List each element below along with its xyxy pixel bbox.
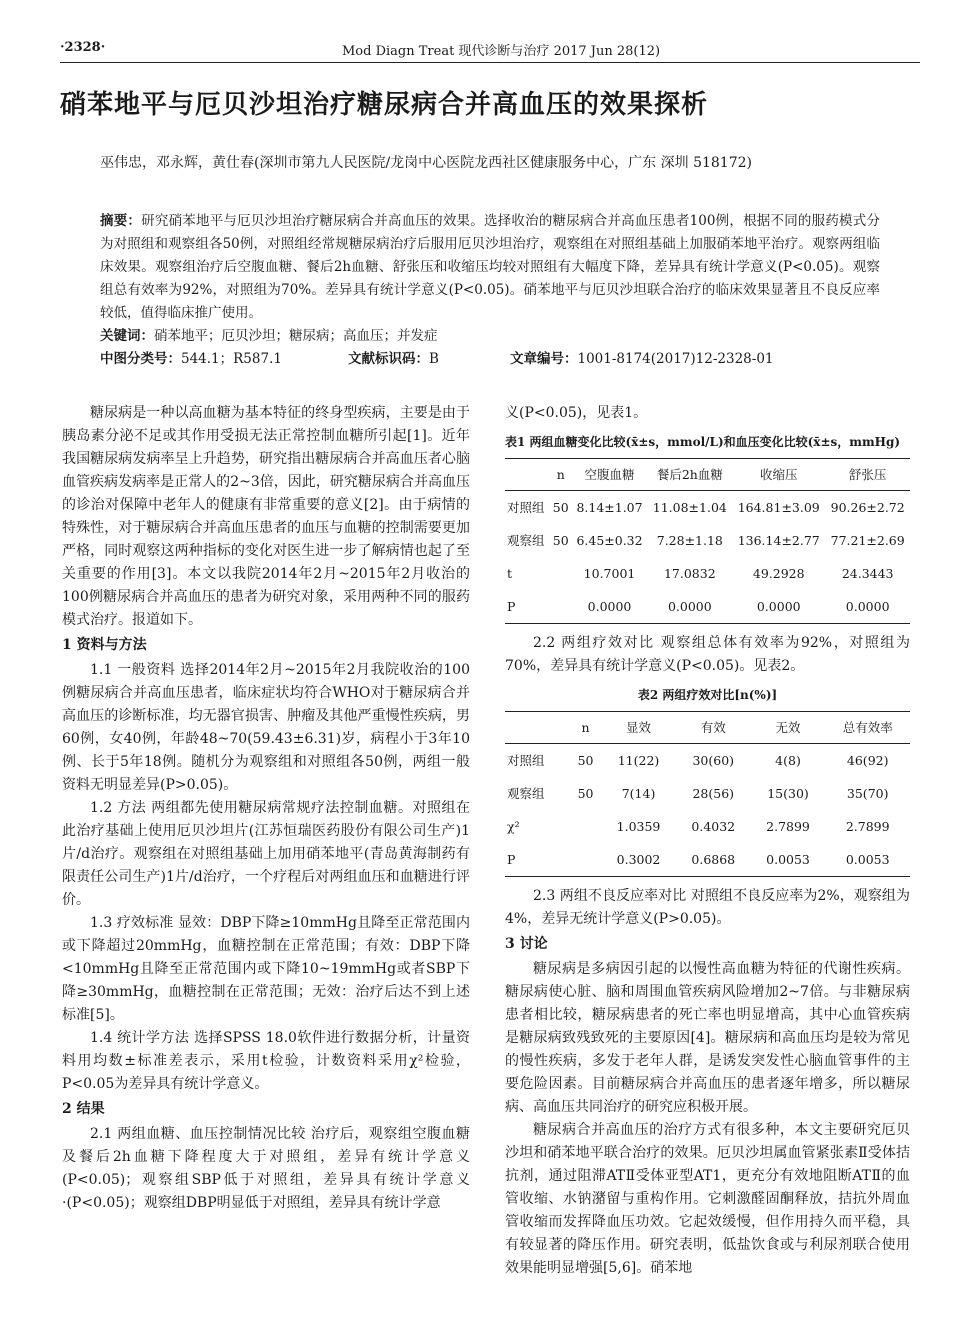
table2-header-cell: 有效 [676,712,751,744]
table2-cell: 0.3002 [601,843,676,877]
table1-header-cell: 空腹血糖 [572,459,648,491]
continued-text: 义(P<0.05)，见表1。 [505,405,648,421]
table1 [505,458,910,624]
table2-row [505,744,910,778]
table2-cell: 50 [577,786,594,801]
section-2-3: 2.3 两组不良反应率对比 对照组不良反应率为2%，观察组为4%，差异无统计学意义(P>0.05)。 [505,888,910,927]
table1-cell: t [507,566,513,581]
table2-cell: 35(70) [846,786,889,801]
table1-header-cell: 舒张压 [825,459,910,491]
table1-cell [550,590,572,624]
table1-cell: 7.28±1.18 [656,533,723,548]
table2-cell: 4(8) [775,753,801,768]
table1-cell: P [505,590,550,624]
intro-paragraph: 糖尿病是一种以高血糖为基本特征的终身型疾病，主要是由于胰岛素分泌不足或其作用受损无法正常控制血糖所引起[1]。近年我国糖尿病发病率呈上升趋势，研究指出糖尿病合并高血压者心脑血管疾病发病率是正常人的2~3倍，因此，研究糖尿病合并高血压的诊治对保障中老年人的健康有非常重要的意义[2]。由于病情的特殊性，对于糖尿病合并高血压患者的血压与血糖的控制需要更加严格，同时观察这两种指标的变化对医生进一步了解病情也起了至关重要的作用[3]。本文以我院2014年2月~2015年2月收治的100例糖尿病合并高血压的患者为研究对象，采用两种不同的服药模式治疗。报道如下。 [62,405,470,628]
table1-cell: 8.14±1.07 [576,500,643,515]
running-header [60,36,920,63]
clc-number: 中图分类号：544.1；R587.1 [100,351,282,367]
table2-cell: 28(56) [692,786,735,801]
left-column [62,402,470,1215]
table2-header-cell: 总有效率 [825,712,910,744]
keywords [100,325,880,348]
table2-cell: 15(30) [767,786,809,801]
discussion-paragraph-2: 糖尿病合并高血压的治疗方式有很多种，本文主要研究厄贝沙坦和硝苯地平联合治疗的效果。厄贝沙坦属血管紧张素Ⅱ受体拮抗剂，通过阻滞ATⅡ受体亚型AT1，更充分有效地阻断ATⅡ的血管收缩、水钠潴留与重构作用。它刺激醛固酮释放，拮抗外周血管收缩而发挥降血压功效。它起效缓慢，但作用持久而平稳，具有较显著的降压作用。研究表明，低盐饮食或与利尿剂联合使用效果能明显增强[5,6]。硝苯地 [505,1122,910,1276]
table1-cell: 观察组 [507,533,545,548]
table1-cell: 0.0000 [572,590,648,624]
table2-cell: 0.0053 [825,843,910,877]
table2-cell: 7(14) [621,786,656,801]
keywords-label: 关键词： [100,328,154,344]
table1-cell: 77.21±2.69 [830,533,905,548]
table1-row [505,524,910,557]
table2-cell: χ² [507,819,520,834]
table2-cell: 50 [577,753,594,768]
table1-cell: 50 [552,533,569,548]
section-2-2: 2.2 两组疗效对比 观察组总体有效率为92%，对照组为70%，差异具有统计学意义(P<0.05)。见表2。 [505,635,910,674]
section-1-3: 1.3 疗效标准 显效：DBP下降≥10mmHg且降至正常范围内或下降超过20mmHg，血糖控制在正常范围；有效：DBP下降<10mmHg且降至正常范围内或下降10~19mmHg或者SBP下降≥30mmHg，血糖控制在正常范围；无效：治疗后达不到上述标准[5]。 [62,915,470,1023]
table2-cell: 11(22) [617,753,660,768]
table1-header-cell: n [550,459,572,491]
abstract [100,210,880,325]
table1-cell: 136.14±2.77 [737,533,820,548]
section-2-1: 2.1 两组血糖、血压控制情况比较 治疗后，观察组空腹血糖及餐后2h血糖下降程度大于对照组，差异有统计学意义(P<0.05)；观察组SBP低于对照组，差异具有统计学意义·(P<0.05)；观察组DBP明显低于对照组，差异具有统计学意 [62,1126,470,1211]
table2-cell [570,810,601,843]
table1-header-cell: 餐后2h血糖 [648,459,733,491]
table1-row [505,491,910,525]
authors-affiliation: 巫伟忠，邓永辉，黄仕春(深圳市第九人民医院/龙岗中心医院龙西社区健康服务中心，广东 深圳 518172) [100,155,752,171]
classification-line [100,348,880,372]
table1-cell: 17.0832 [663,566,716,581]
section-heading-3: 3 讨论 [505,936,548,952]
right-column [505,402,910,1280]
table2-cell: 对照组 [507,753,545,768]
table1-cell [550,557,572,590]
table1-row [505,590,910,624]
table2-cell: 30(60) [692,753,735,768]
table1-cell: 49.2928 [752,566,805,581]
table2-cell [570,843,601,877]
table2-cell: 0.0053 [751,843,826,877]
table2-header-cell: 无效 [751,712,826,744]
table2-row [505,843,910,877]
table1-cell: 10.7001 [583,566,636,581]
journal-info: Mod Diagn Treat 现代诊断与治疗 2017 Jun 28(12) [342,44,661,59]
abstract-block [100,210,880,372]
abstract-text: 研究硝苯地平与厄贝沙坦治疗糖尿病合并高血压的效果。选择收治的糖尿病合并高血压患者100例，根据不同的服药模式分为对照组和观察组各50例，对照组经常规糖尿病治疗后服用厄贝沙坦治疗，观察组在对照组基础上加服硝苯地平治疗。观察两组临床效果。观察组治疗后空腹血糖、餐后2h血糖、舒张压和收缩压均较对照组有大幅度下降，差异具有统计学意义(P<0.05)。观察组总有效率为92%，对照组为70%。差异具有统计学意义(P<0.05)。硝苯地平与厄贝沙坦联合治疗的临床效果显著且不良反应率较低，值得临床推广使用。 [100,213,880,321]
document-code: 文献标识码：B [348,351,439,367]
table1-cell: 11.08±1.04 [652,500,727,515]
article-title: 硝苯地平与厄贝沙坦治疗糖尿病合并高血压的效果探析 [60,90,709,120]
table1-caption: 表1 两组血糖变化比较(x̄±s，mmol/L)和血压变化比较(x̄±s，mmHg) [505,435,901,449]
table2-header-cell: n [570,712,601,744]
table1-cell: 24.3443 [841,566,894,581]
table2-header-cell [505,712,570,744]
keywords-text: 硝苯地平；厄贝沙坦；糖尿病；高血压；并发症 [154,328,438,344]
section-heading-1: 1 资料与方法 [62,637,147,653]
table1-header-cell: 收缩压 [732,459,825,491]
table1-cell: 对照组 [507,500,545,515]
page-number: ·2328· [60,40,106,55]
table1-cell: 90.26±2.72 [830,500,905,515]
table2-cell: 0.4032 [691,819,736,834]
section-1-2: 1.2 方法 两组都先使用糖尿病常规疗法控制血糖。对照组在此治疗基础上使用厄贝沙坦片(江苏恒瑞医药股份有限公司生产)1片/d治疗。观察组在对照组基础上加用硝苯地平(青岛黄海制药有限责任公司生产)1片/d治疗，一个疗程后对两组血压和血糖进行评价。 [62,800,470,908]
table1-cell: 50 [552,500,569,515]
table2-cell: 46(92) [846,753,889,768]
abstract-label: 摘要： [100,213,142,229]
table1-header-row [505,459,910,491]
table2-cell: 0.6868 [676,843,751,877]
table1-cell: 0.0000 [732,590,825,624]
section-1-1: 1.1 一般资料 选择2014年2月~2015年2月我院收治的100例糖尿病合并高血压患者，临床症状均符合WHO对于糖尿病合并高血压的诊断标准，均无器官损害、肿瘤及其他严重慢性疾病，男60例，女40例，年龄48~70(59.43±6.31)岁，病程小于3年10例、长于5年18例。随机分为观察组和对照组各50例，两组一般资料无明显差异(P>0.05)。 [62,662,470,793]
table2 [505,711,910,877]
table2-header-row [505,712,910,744]
table1-cell: 0.0000 [825,590,910,624]
table2-row [505,777,910,810]
table1-row [505,557,910,590]
table2-cell: 观察组 [507,786,545,801]
table2-cell: 1.0359 [616,819,661,834]
table2-row [505,810,910,843]
table2-caption: 表2 两组疗效对比[n(%)] [637,688,778,702]
table1-cell: 6.45±0.32 [576,533,643,548]
table1-cell: 164.81±3.09 [737,500,820,515]
table2-cell: 2.7899 [845,819,890,834]
table2-cell: 2.7899 [766,819,810,834]
section-heading-2: 2 结果 [62,1101,105,1117]
table2-cell: P [505,843,570,877]
section-1-4: 1.4 统计学方法 选择SPSS 18.0软件进行数据分析，计量资料用均数±标准差表示，采用t检验，计数资料采用χ²检验，P<0.05为差异具有统计学意义。 [62,1030,470,1092]
table2-header-cell: 显效 [601,712,676,744]
discussion-paragraph-1: 糖尿病是多病因引起的以慢性高血糖为特征的代谢性疾病。糖尿病使心脏、脑和周围血管疾病风险增加2~7倍。与非糖尿病患者相比较，糖尿病患者的死亡率也明显增高，其中心血管疾病是糖尿病致残致死的主要原因[4]。糖尿病和高血压均是较为常见的慢性疾病，多发于老年人群，是诱发突发性心脑血管事件的主要危险因素。目前糖尿病合并高血压的患者逐年增多，所以糖尿病、高血压共同治疗的研究应积极开展。 [505,961,910,1115]
table1-cell: 0.0000 [648,590,733,624]
article-number: 文章编号：1001-8174(2017)12-2328-01 [510,351,774,367]
table1-header-cell [505,459,550,491]
